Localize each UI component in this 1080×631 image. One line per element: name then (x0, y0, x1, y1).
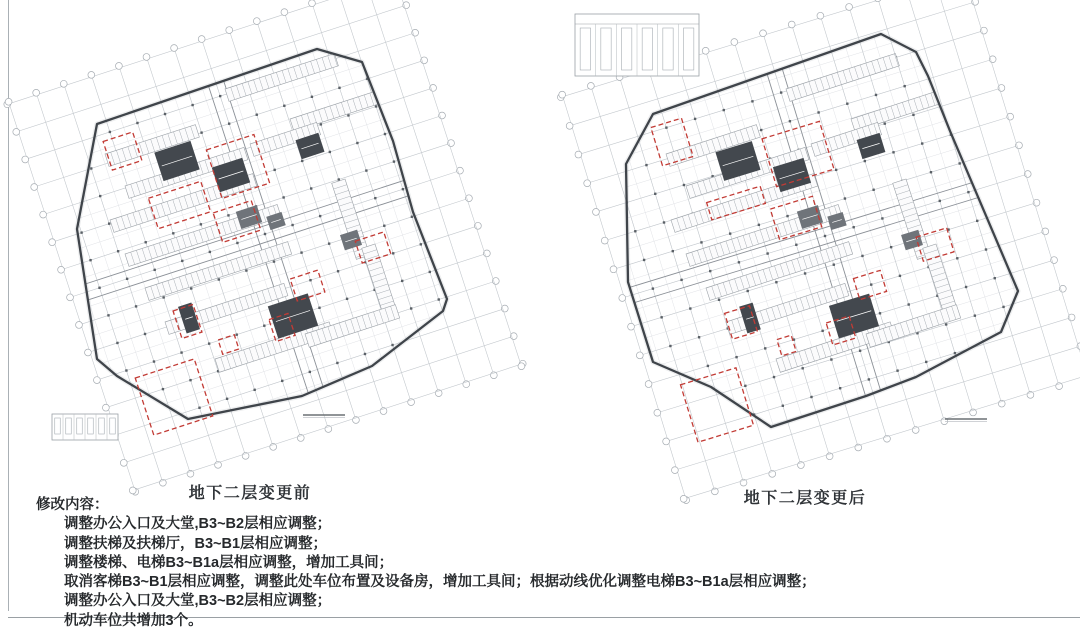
notes-title: 修改内容： (36, 497, 109, 513)
page-left-border (8, 0, 9, 611)
note-line: 机动车位共增加3个。 (64, 612, 203, 629)
note-line: 调整办公入口及大堂,B3~B2层相应调整； (64, 516, 332, 533)
note-line: 调整扶梯及扶梯厅，B3~B1层相应调整； (64, 535, 328, 552)
modification-notes (36, 496, 1074, 631)
plan-caption-before: 地下二层变更前 (188, 485, 312, 502)
floorplan-after-drawing (563, 4, 1077, 482)
floorplan-before (10, 4, 510, 476)
plan-caption-after: 地下二层变更后 (743, 490, 867, 507)
floorplan-before-drawing (10, 4, 510, 476)
note-line: 调整楼梯、电梯B3~B1a层相应调整，增加工具间； (64, 554, 394, 571)
note-line: 取消客梯B3~B1层相应调整，调整此处车位布置及设备房，增加工具间；根据动线优化调整电梯B3~B1a层相应调整； (64, 574, 816, 591)
note-line: 调整办公入口及大堂,B3~B2层相应调整； (64, 593, 332, 610)
floorplan-after (563, 4, 1077, 482)
notes-list (36, 515, 1074, 631)
